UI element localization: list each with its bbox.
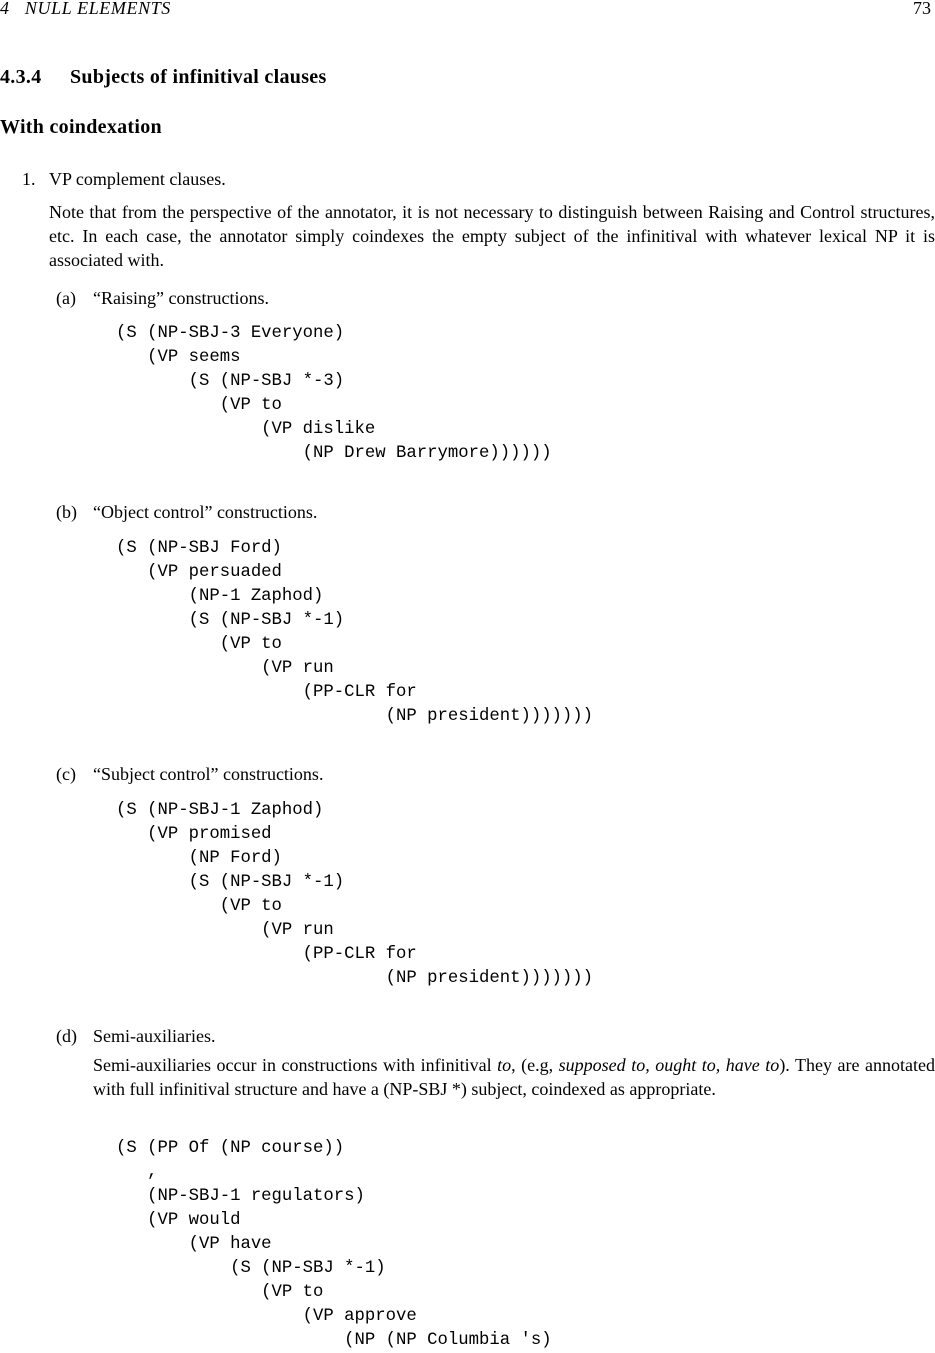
subsection-heading: With coindexation	[0, 116, 162, 138]
page-number: 73	[913, 0, 931, 18]
code-example-object-control: (S (NP-SBJ Ford) (VP persuaded (NP-1 Zaphod) (S (NP-SBJ *-1) (VP to (VP run (PP-CLR for (NP president)))))))	[116, 539, 594, 726]
subitem-a-title: “Raising” constructions.	[93, 288, 269, 308]
subitem-c-title: “Subject control” constructions.	[93, 764, 324, 784]
running-header-title: 4 NULL ELEMENTS	[0, 0, 171, 18]
subitem-d-title: Semi-auxiliaries.	[93, 1026, 216, 1046]
subitem-b-title: “Object control” constructions.	[93, 502, 318, 522]
semi-auxiliaries-paragraph	[93, 1053, 935, 1101]
code-example-raising: (S (NP-SBJ-3 Everyone) (VP seems (S (NP-SBJ *-3) (VP to (VP dislike (NP Drew Barrymore))))))	[116, 324, 552, 463]
semi-text-2: , (e.g,	[511, 1055, 559, 1075]
section-heading	[0, 66, 327, 89]
semi-italic-1: to	[497, 1055, 512, 1075]
list-item-title: VP complement clauses.	[49, 169, 226, 189]
section-title: Subjects of infinitival clauses	[70, 66, 327, 88]
list-item-number: 1.	[22, 169, 36, 189]
section-number: 4.3.4	[0, 66, 42, 88]
subitem-d-letter: (d)	[56, 1026, 77, 1046]
subitem-c-letter: (c)	[56, 764, 76, 784]
code-example-subject-control: (S (NP-SBJ-1 Zaphod) (VP promised (NP Ford) (S (NP-SBJ *-1) (VP to (VP run (PP-CLR for (NP president)))))))	[116, 801, 594, 988]
semi-text-1: Semi-auxiliaries occur in constructions with infinitival	[93, 1055, 498, 1075]
code-example-semi-auxiliary: (S (PP Of (NP course)) , (NP-SBJ-1 regulators) (VP would (VP have (S (NP-SBJ *-1) (VP to (VP approve (NP (NP Columbia 's)	[116, 1139, 552, 1350]
semi-italic-2: supposed to, ought to, have to	[558, 1055, 780, 1075]
subitem-a-letter: (a)	[56, 288, 76, 308]
subitem-b-letter: (b)	[56, 502, 77, 522]
intro-paragraph: Note that from the perspective of the annotator, it is not necessary to distinguish between Raising and Control structures, etc. In each case, the annotator simply coindexes the empty subject of the infinitival with whatever lexical NP it is associated with.	[49, 202, 935, 270]
semi-text-3: ). They are annotated with full infinitival structure and have a (NP-SBJ *) subject, coindexed as appropriate.	[93, 1055, 935, 1099]
